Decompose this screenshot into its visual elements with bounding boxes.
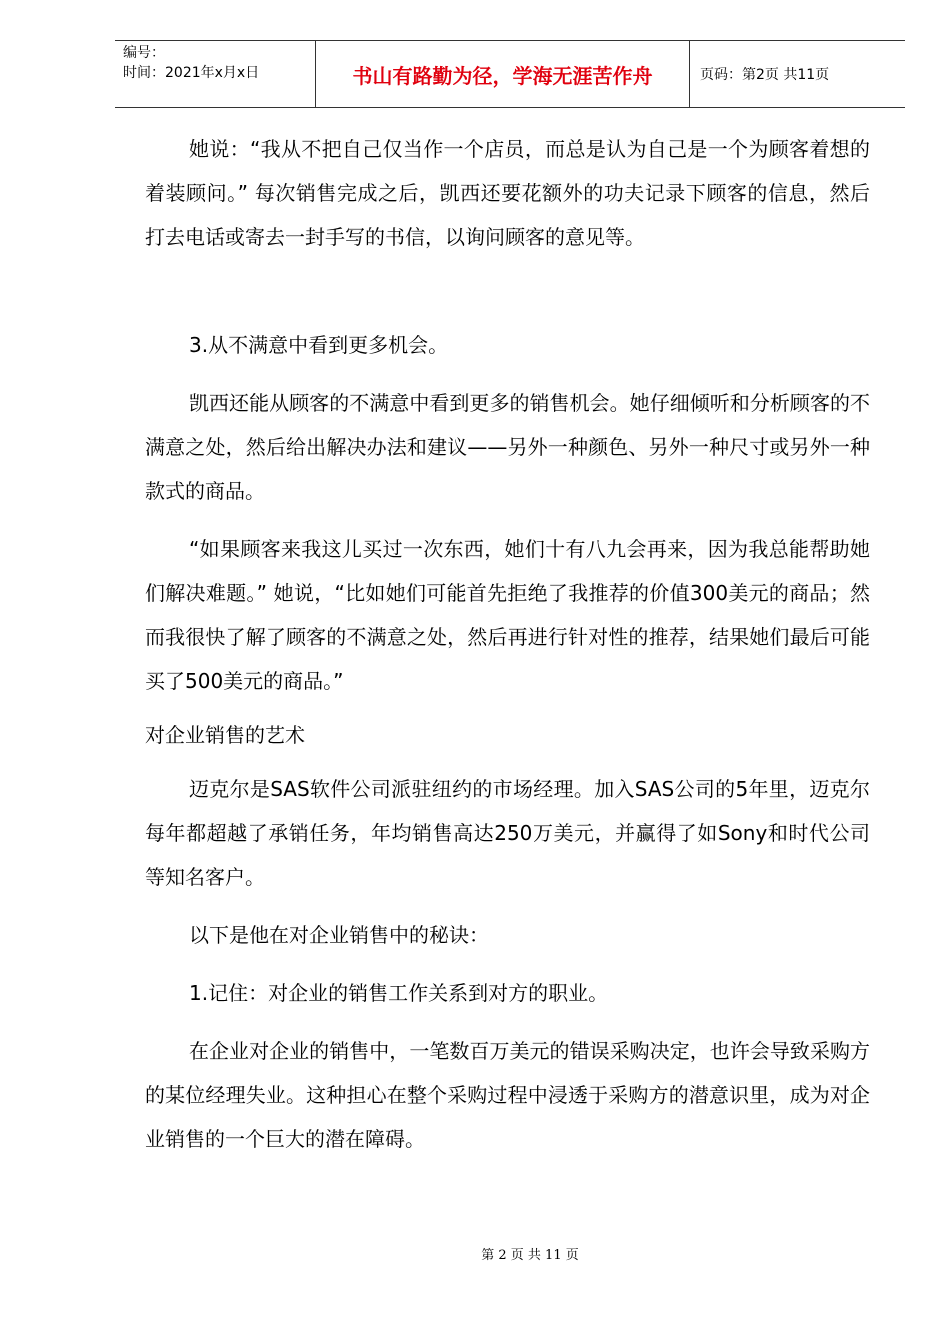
- paragraph-kathy-quote: 她说：“我从不把自己仅当作一个店员，而总是认为自己是一个为顾客着想的着装顾问。” 每次销售完成之后，凯西还要花额外的功夫记录下顾客的信息，然后打去电话或寄去一封手写的书信，以询问顾客的意见等。: [145, 137, 870, 249]
- document-body: [145, 127, 870, 1161]
- motto-text: 书山有路勤为径，学海无涯苦作舟: [352, 63, 653, 88]
- serial-number-label: 编号：: [123, 45, 165, 61]
- paragraph-michael-intro: 迈克尔是SAS软件公司派驻纽约的市场经理。加入SAS公司的5年里，迈克尔每年都超越了承销任务，年均销售高达250万美元，并赢得了如Sony和时代公司等知名客户。: [145, 777, 870, 889]
- header-meta-cell: [115, 41, 316, 107]
- page-footer: 第 2 页 共 11 页: [481, 1248, 579, 1263]
- document-header: [115, 40, 905, 108]
- paragraph-purchase-risk: 在企业对企业的销售中，一笔数百万美元的错误采购决定，也许会导致采购方的某位经理失业。这种担心在整个采购过程中浸透于采购方的潜意识里，成为对企业销售的一个巨大的潜在障碍。: [145, 1039, 870, 1151]
- paragraph-customer-quote: “如果顾客来我这儿买过一次东西，她们十有八九会再来，因为我总能帮助她们解决难题。” 她说，“比如她们可能首先拒绝了我推荐的价值300美元的商品；然而我很快了解了顾客的不满意之处，然后再进行针对性的推荐，结果她们最后可能买了500美元的商品。”: [145, 537, 870, 693]
- header-page-cell: [690, 41, 905, 107]
- section-title-enterprise-sales: 对企业销售的艺术: [145, 723, 305, 747]
- header-motto-cell: [316, 41, 690, 107]
- paragraph-dissatisfaction: 凯西还能从顾客的不满意中看到更多的销售机会。她仔细倾听和分析顾客的不满意之处，然后给出解决办法和建议——另外一种颜色、另外一种尺寸或另外一种款式的商品。: [145, 391, 870, 503]
- time-label: 时间：2021年x月x日: [123, 65, 260, 81]
- paragraph-secrets-intro: 以下是他在对企业销售中的秘诀：: [189, 923, 489, 947]
- heading-dissatisfaction-opportunity: 3.从不满意中看到更多机会。: [189, 333, 449, 357]
- page-info: 页码：第2页 共11页: [700, 67, 830, 83]
- heading-remember-career: 1.记住：对企业的销售工作关系到对方的职业。: [189, 981, 609, 1005]
